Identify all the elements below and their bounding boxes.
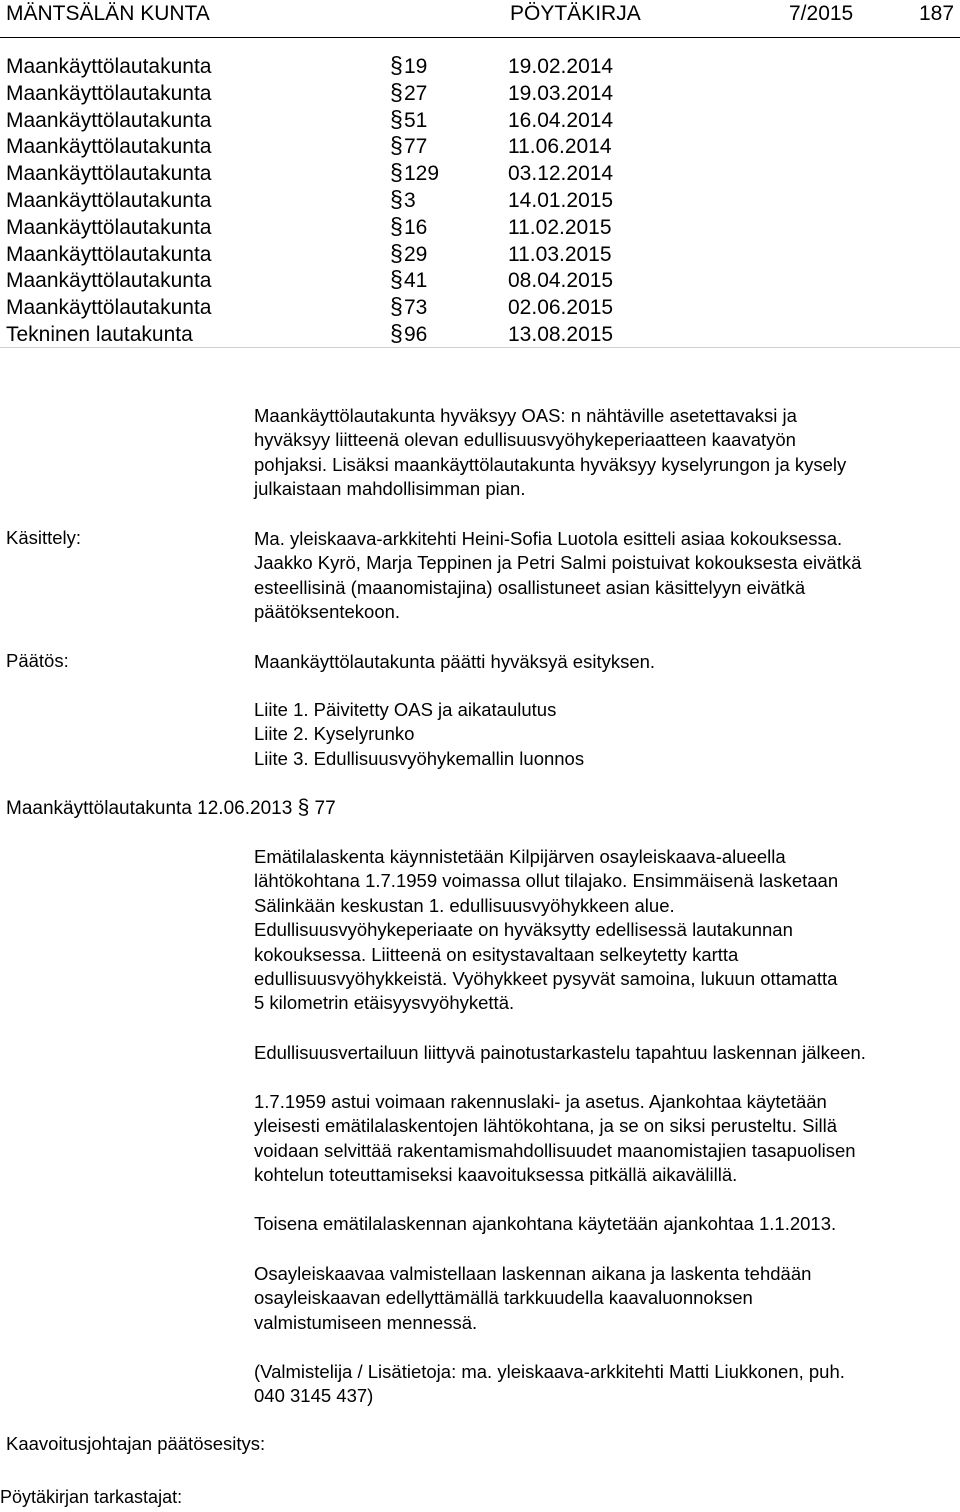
history-body: Maankäyttölautakunta <box>6 242 212 266</box>
body-line: Toisena emätilalaskennan ajankohtana käytetään ajankohtaa 1.1.2013. <box>254 1213 837 1234</box>
history-date: 19.02.2014 <box>508 55 614 78</box>
history-date: 11.02.2015 <box>508 215 612 239</box>
history-date: 13.08.2015 <box>508 323 614 346</box>
section-sign: § <box>390 266 403 293</box>
kasittely-line: päätöksentekoon. <box>254 601 401 623</box>
body-line: osayleiskaavan edellyttämällä tarkkuudella kaavaluonnoksen <box>254 1287 753 1309</box>
document-type: PÖYTÄKIRJA <box>510 2 641 25</box>
history-body: Maankäyttölautakunta <box>6 189 212 212</box>
body-line: lähtökohtana 1.7.1959 voimassa ollut tilajako. Ensimmäisenä lasketaan <box>254 870 839 892</box>
paatos-line: Maankäyttölautakunta päätti hyväksyä esityksen. <box>254 651 656 672</box>
attachment-item: Liite 2. Kyselyrunko <box>254 723 415 745</box>
history-section-number: 19 <box>404 55 428 78</box>
body-line: 040 3145 437) <box>254 1385 374 1407</box>
attachment-item: Liite 1. Päivitetty OAS ja aikataulutus <box>254 699 557 720</box>
body-paragraph-5 <box>254 1262 954 1335</box>
body-line: Sälinkään keskustan 1. edullisuusvyöhykkeen alue. <box>254 894 675 916</box>
paatos-text <box>254 650 954 674</box>
history-section-number: 41 <box>404 269 428 293</box>
section-sign: § <box>297 796 310 819</box>
body-line: valmistumiseen mennessä. <box>254 1311 478 1333</box>
history-body: Maankäyttölautakunta <box>6 162 212 186</box>
section-sign: § <box>390 78 403 105</box>
section-sign: § <box>390 212 403 239</box>
body-paragraph-1 <box>254 845 954 1016</box>
history-section-number: 73 <box>404 296 428 320</box>
body-line: (Valmistelija / Lisätietoja: ma. yleiskaava-arkkitehti Matti Liukkonen, puh. <box>254 1361 845 1382</box>
body-paragraph-2 <box>254 1041 954 1065</box>
body-line: yleisesti emätilalaskentojen lähtökohtana, ja se on siksi perusteltu. Sillä <box>254 1115 838 1137</box>
protocol-number: 7/2015 <box>789 2 854 25</box>
body-line: kokouksessa. Liitteenä on esitystavaltaan selkeytetty kartta <box>254 943 739 965</box>
section-sign: § <box>390 320 403 346</box>
history-date: 19.03.2014 <box>508 81 614 105</box>
history-body: Maankäyttölautakunta <box>6 135 212 159</box>
body-line: 1.7.1959 astui voimaan rakennuslaki- ja asetus. Ajankohtaa käytetään <box>254 1091 827 1112</box>
kasittely-line: esteellisinä (maanomistajina) osallistuneet asian käsittelyyn eivätkä <box>254 576 806 598</box>
section-sign: § <box>390 159 403 186</box>
body-paragraph-6 <box>254 1360 954 1409</box>
meeting-reference-text: Maankäyttölautakunta 12.06.2013 <box>6 798 293 819</box>
history-body: Maankäyttölautakunta <box>6 108 212 132</box>
attachment-item: Liite 3. Edullisuusvyöhykemallin luonnos <box>254 747 585 769</box>
history-section-number: 16 <box>404 215 428 239</box>
section-sign: § <box>390 132 403 159</box>
body-line: 5 kilometrin etäisyysvyöhykettä. <box>254 992 515 1014</box>
body-line: Osayleiskaavaa valmistellaan laskennan aikana ja laskenta tehdään <box>254 1263 812 1284</box>
history-section-number: 29 <box>404 242 428 266</box>
proposal-line: julkaistaan mahdollisimman pian. <box>254 478 526 500</box>
section-sign: § <box>390 186 403 212</box>
body-line: Emätilalaskenta käynnistetään Kilpijärven osayleiskaava-alueella <box>254 846 786 867</box>
body-line: edullisuusvyöhykkeistä. Vyöhykkeet pysyvät samoina, lukuun ottamatta <box>254 968 838 990</box>
history-section-number: 96 <box>404 323 428 346</box>
attachments-list <box>254 698 954 771</box>
history-section-number: 51 <box>404 108 428 132</box>
history-date: 02.06.2015 <box>508 296 614 320</box>
meeting-reference <box>6 796 336 820</box>
header-rule <box>0 37 960 38</box>
proposal-text <box>254 404 954 502</box>
proposal-line: Maankäyttölautakunta hyväksyy OAS: n nähtäville asetettavaksi ja <box>254 405 797 426</box>
history-date: 08.04.2015 <box>508 269 614 293</box>
history-date: 11.03.2015 <box>508 242 612 266</box>
proposal-label: Kaavoitusjohtajan päätösesitys: <box>6 1433 266 1454</box>
paatos-label: Päätös: <box>6 650 69 671</box>
kasittely-line: Jaakko Kyrö, Marja Teppinen ja Petri Salmi poistuivat kokouksesta eivätkä <box>254 552 862 574</box>
body-line: kohtelun toteuttamiseksi kaavoituksessa pitkällä aikavälillä. <box>254 1164 738 1186</box>
body-paragraph-4 <box>254 1212 954 1236</box>
history-date: 14.01.2015 <box>508 189 614 212</box>
proposal-line: pohjaksi. Lisäksi maankäyttölautakunta hyväksyy kyselyrungon ja kysely <box>254 453 847 475</box>
meeting-reference-number: 77 <box>314 798 336 819</box>
history-body: Maankäyttölautakunta <box>6 215 212 239</box>
history-date: 11.06.2014 <box>508 135 612 159</box>
history-body: Maankäyttölautakunta <box>6 55 212 78</box>
history-date: 16.04.2014 <box>508 108 614 132</box>
history-section-number: 27 <box>404 81 428 105</box>
kasittely-text <box>254 527 954 625</box>
history-body: Maankäyttölautakunta <box>6 296 212 320</box>
proposal-line: hyväksyy liitteenä olevan edullisuusvyöhykeperiaatteen kaavatyön <box>254 429 796 451</box>
body-line: voidaan selvittää rakentamismahdollisuudet maanomistajien tasapuolisen <box>254 1139 856 1161</box>
body-line: Edullisuusvertailuun liittyvä painotustarkastelu tapahtuu laskennan jälkeen. <box>254 1042 866 1063</box>
body-paragraph-3 <box>254 1090 954 1188</box>
kasittely-line: Ma. yleiskaava-arkkitehti Heini-Sofia Luotola esitteli asiaa kokouksessa. <box>254 528 843 549</box>
history-section-number: 77 <box>404 135 428 159</box>
checkers-label: Pöytäkirjan tarkastajat: <box>0 1487 183 1507</box>
page-number: 187 <box>919 2 955 25</box>
history-body: Maankäyttölautakunta <box>6 269 212 293</box>
history-divider <box>0 347 960 348</box>
body-line: Edullisuusvyöhykeperiaate on hyväksytty edellisessä lautakunnan <box>254 919 793 941</box>
section-sign: § <box>390 52 403 78</box>
section-sign: § <box>390 239 403 266</box>
history-body: Tekninen lautakunta <box>6 323 193 346</box>
history-body: Maankäyttölautakunta <box>6 81 212 105</box>
section-sign: § <box>390 105 403 132</box>
section-sign: § <box>390 293 403 320</box>
kasittely-label: Käsittely: <box>6 527 82 548</box>
history-section-number: 3 <box>404 189 416 212</box>
history-section-number: 129 <box>404 162 440 186</box>
history-date: 03.12.2014 <box>508 162 614 186</box>
municipality-name: MÄNTSÄLÄN KUNTA <box>6 2 210 25</box>
